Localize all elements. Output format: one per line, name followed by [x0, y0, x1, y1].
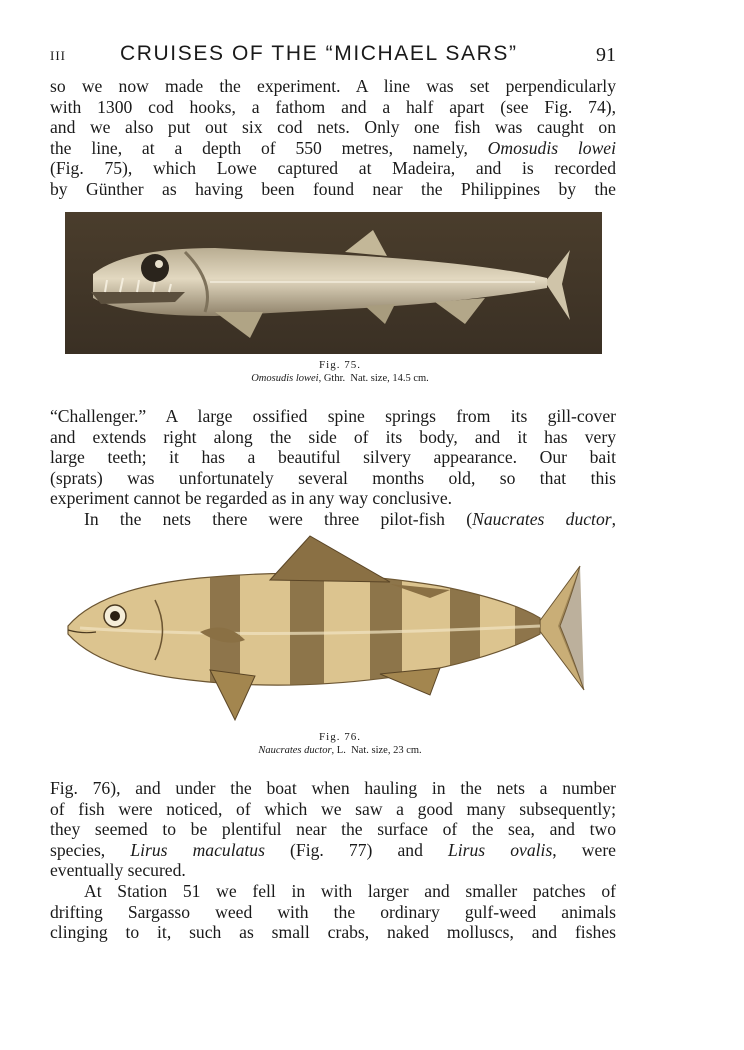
running-header [50, 42, 616, 68]
figure-75-photo [65, 212, 602, 354]
text-line [50, 406, 616, 427]
text-run: (Fig. 77) and [264, 839, 448, 860]
italic-term: Lirus maculatus [130, 839, 265, 860]
chapter-number: III [50, 48, 66, 63]
figure-75-author: , Gthr. [318, 373, 346, 384]
text-run: species, [50, 839, 131, 860]
text-line [50, 881, 616, 902]
text-run: (sprats) was unfortunately several months old, so that this [50, 467, 616, 488]
text-line [50, 902, 616, 923]
text-run: by Günther as having been found near the Philippines by the [50, 178, 616, 199]
text-run: , [611, 508, 616, 529]
text-run: of fish were noticed, of which we saw a good many subsequently; [50, 798, 616, 819]
pilotfish-image [60, 530, 600, 725]
figure-76-illustration [60, 530, 600, 725]
paragraph-2 [50, 406, 616, 530]
text-run: , were [552, 839, 616, 860]
figure-76-number: Fig. 76. [319, 731, 361, 743]
paragraph-3 [50, 778, 616, 943]
text-line [50, 138, 616, 159]
figure-75-species: Omosudis lowei [251, 373, 319, 384]
text-line [50, 488, 616, 509]
text-run: they seemed to be plentiful near the surface of the sea, and two [50, 819, 616, 840]
text-line [50, 117, 616, 138]
text-run: (Fig. 75), which Lowe captured at Madeira, and is recorded [50, 158, 616, 179]
text-run: experiment cannot be regarded as in any way conclusive. [50, 488, 453, 509]
italic-term: Naucrates ductor [472, 508, 612, 529]
text-run: Fig. 76), and under the boat when hauling in the nets a number [50, 778, 616, 798]
italic-term: Omosudis lowei [487, 137, 616, 158]
page-number: 91 [596, 44, 616, 66]
text-run: and we also put out six cod nets. Only one fish was caught on [50, 117, 616, 138]
text-line [50, 158, 616, 179]
figure-75-size: Nat. size, 14.5 cm. [350, 373, 429, 384]
figure-75-description [60, 372, 620, 386]
figure-76-author: , L. [331, 745, 346, 756]
text-line [50, 840, 616, 861]
text-run: large teeth; it has a beautiful silvery appearance. Our bait [50, 447, 616, 468]
figure-75-caption [60, 358, 620, 386]
text-run: so we now made the experiment. A line was set perpendicularly [50, 76, 616, 96]
text-line [50, 778, 616, 799]
figure-76-description [60, 744, 620, 758]
text-line [50, 468, 616, 489]
figure-76-caption [60, 730, 620, 758]
text-run: with 1300 cod hooks, a fathom and a half apart (see Fig. 74), [50, 96, 616, 117]
text-line [50, 860, 616, 881]
text-run: “Challenger.” A large ossified spine springs from its gill-cover [50, 406, 616, 426]
text-run: drifting Sargasso weed with the ordinary gulf-weed animals [50, 901, 616, 922]
text-line [50, 427, 616, 448]
text-line [50, 819, 616, 840]
text-line [50, 799, 616, 820]
text-run: eventually secured. [50, 860, 186, 881]
figure-75-number: Fig. 75. [319, 359, 361, 371]
text-line [50, 97, 616, 118]
omosudis-fish-image [65, 212, 602, 354]
figure-76-species: Naucrates ductor [258, 745, 332, 756]
paragraph-1 [50, 76, 616, 200]
text-line [50, 179, 616, 200]
text-line [50, 922, 616, 943]
text-line [50, 76, 616, 97]
text-run: In the nets there were three pilot-fish ( [84, 508, 473, 529]
text-run: At Station 51 we fell in with larger and smaller patches of [84, 880, 616, 901]
text-line [50, 447, 616, 468]
text-run: the line, at a depth of 550 metres, namely, [50, 137, 488, 158]
running-title: CRUISES OF THE “MICHAEL SARS” [120, 42, 518, 65]
text-run: clinging to it, such as small crabs, naked molluscs, and fishes [50, 922, 616, 943]
text-run: and extends right along the side of its body, and it has very [50, 426, 616, 447]
text-line [50, 509, 616, 530]
figure-76-size: Nat. size, 23 cm. [351, 745, 422, 756]
italic-term: Lirus ovalis [447, 839, 553, 860]
